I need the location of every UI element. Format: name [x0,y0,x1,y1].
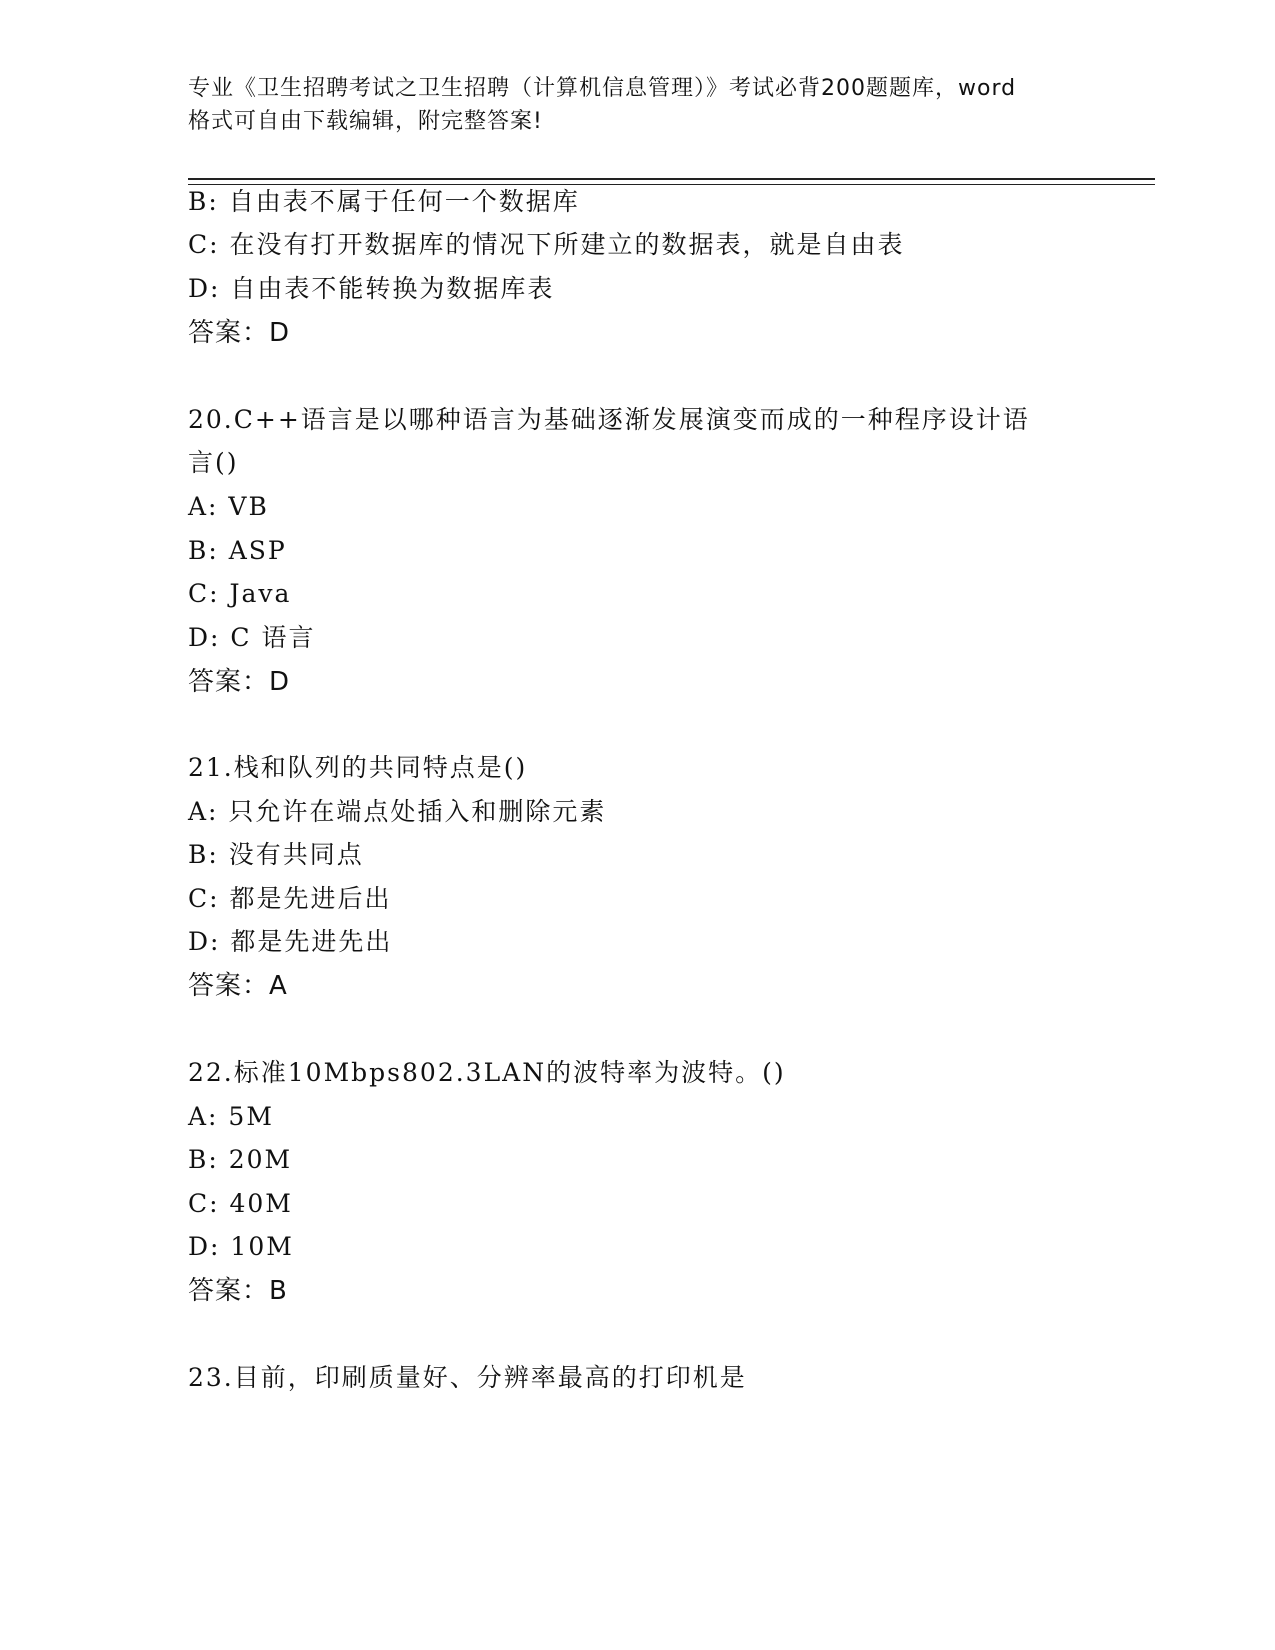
answer: 答案：B [188,1276,288,1306]
document-header [188,72,1118,138]
question-23-stem: 23.目前，印刷质量好、分辨率最高的打印机是 [188,1363,747,1392]
option-b: B: 没有共同点 [188,840,364,869]
answer: 答案：D [188,318,291,348]
option-a: A: 5M [188,1102,274,1131]
question-21-stem: 21.栈和队列的共同特点是() [188,753,528,782]
option-b: B: 20M [188,1145,293,1174]
option-a: A: VB [188,492,269,521]
question-20-stem-cont: 言() [188,448,239,477]
option-b: B: ASP [188,536,287,565]
option-d: D: 10M [188,1232,294,1261]
question-20-stem: 20.C++语言是以哪种语言为基础逐渐发展演变而成的一种程序设计语 [188,405,1030,434]
answer: 答案：A [188,971,288,1001]
option-c: C: 都是先进后出 [188,884,392,913]
option-c: C: Java [188,579,292,608]
answer: 答案：D [188,667,291,697]
option-d: D: C 语言 [188,623,316,652]
header-divider-thick [188,178,1155,180]
question-22-stem: 22.标准10Mbps802.3LAN的波特率为波特。() [188,1058,786,1087]
header-line-2: 格式可自由下载编辑，附完整答案! [188,109,543,134]
option-d: D: 都是先进先出 [188,927,393,956]
option-b: B: 自由表不属于任何一个数据库 [188,187,580,216]
option-d: D: 自由表不能转换为数据库表 [188,274,555,303]
option-c: C: 40M [188,1189,293,1218]
option-c: C: 在没有打开数据库的情况下所建立的数据表，就是自由表 [188,230,905,259]
header-line-1: 专业《卫生招聘考试之卫生招聘（计算机信息管理）》考试必背200题题库，word [188,76,1017,101]
option-a: A: 只允许在端点处插入和删除元素 [188,797,607,826]
